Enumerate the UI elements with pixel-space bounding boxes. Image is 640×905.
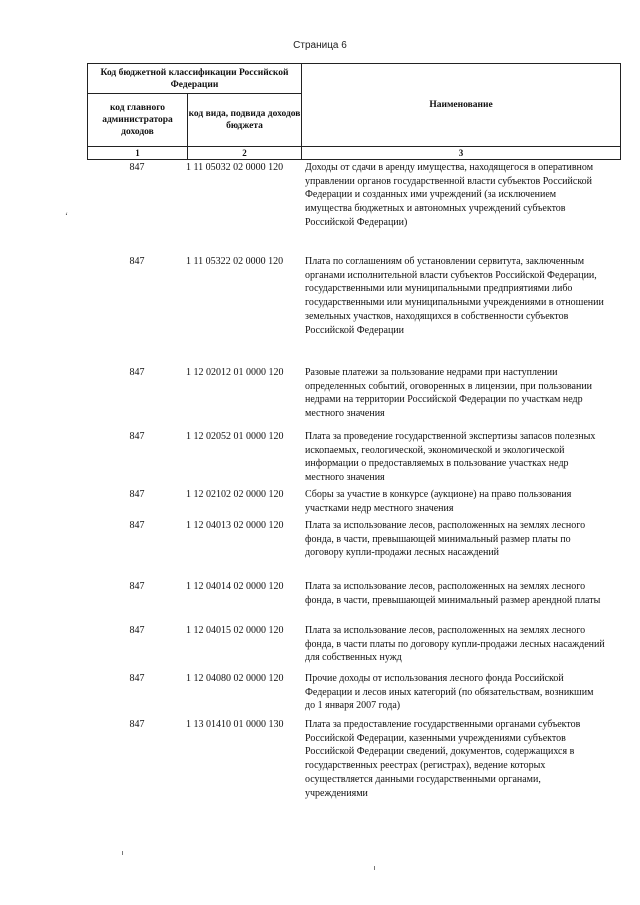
page-title: Страница 6 bbox=[293, 40, 347, 51]
income-code-cell: 1 12 02052 01 0000 120 bbox=[186, 431, 284, 442]
scan-speck: ‘ bbox=[65, 211, 68, 221]
admin-code-cell: 847 bbox=[129, 719, 145, 730]
header-budget-classification-code: Код бюджетной классификации Российской Федерации bbox=[87, 63, 302, 94]
name-cell: Плата за использование лесов, расположенных на землях лесного фонда, в части, превышающей минимальный размер платы по договору купли-продажи лесных насаждений bbox=[305, 520, 586, 559]
header-column-number-3: 3 bbox=[301, 146, 621, 160]
name-cell: Плата по соглашениям об установлении сервитута, заключенным органами исполнительной власти субъектов Российской Федерации, государственными или муниципальными предприятиями либо государственными или муниципальными учреждениями в отношении земельных участков, находящихся в собственности субъектов Российской Федерации bbox=[305, 256, 604, 336]
income-code-cell: 1 13 01410 01 0000 130 bbox=[186, 719, 284, 730]
admin-code-cell: 847 bbox=[129, 367, 145, 378]
header-column-number-1: 1 bbox=[87, 146, 188, 160]
admin-code-cell: 847 bbox=[129, 625, 145, 636]
header-name: Наименование bbox=[301, 63, 621, 147]
name-cell: Плата за проведение государственной экспертизы запасов полезных ископаемых, геологической, экономической и экологической информации о предоставляемых в пользование участках недр местного значения bbox=[305, 431, 596, 484]
header-admin-code: код главного администратора доходов bbox=[87, 93, 188, 147]
header-income-code: код вида, подвида доходов бюджета bbox=[187, 93, 302, 147]
scan-speck bbox=[122, 851, 123, 855]
admin-code-cell: 847 bbox=[129, 673, 145, 684]
admin-code-cell: 847 bbox=[129, 581, 145, 592]
admin-code-cell: 847 bbox=[129, 162, 145, 173]
income-code-cell: 1 12 04013 02 0000 120 bbox=[186, 520, 284, 531]
admin-code-cell: 847 bbox=[129, 520, 145, 531]
income-code-cell: 1 12 04015 02 0000 120 bbox=[186, 625, 284, 636]
admin-code-cell: 847 bbox=[129, 431, 145, 442]
income-code-cell: 1 12 04014 02 0000 120 bbox=[186, 581, 284, 592]
admin-code-cell: 847 bbox=[129, 256, 145, 267]
income-code-cell: 1 12 02012 01 0000 120 bbox=[186, 367, 284, 378]
header-column-number-2: 2 bbox=[187, 146, 302, 160]
name-cell: Плата за предоставление государственными органами субъектов Российской Федерации, казенными учреждениями субъектов Российской Федерации сведений, документов, содержащихся в государственных реестрах (регистрах), ведение которых осуществляется данными государственными органами, учреждениями bbox=[305, 719, 581, 799]
admin-code-cell: 847 bbox=[129, 489, 145, 500]
name-cell: Доходы от сдачи в аренду имущества, находящегося в оперативном управлении органов государственной власти субъектов Российской Федерации и созданных ими учреждений (за исключением имущества бюджетных и автономных учреждений субъектов Российской Федерации) bbox=[305, 162, 594, 228]
scan-speck bbox=[374, 866, 375, 870]
income-code-cell: 1 11 05032 02 0000 120 bbox=[186, 162, 284, 173]
name-cell: Плата за использование лесов, расположенных на землях лесного фонда, в части платы по договору купли-продажи лесных насаждений для собственных нужд bbox=[305, 625, 605, 664]
income-code-cell: 1 11 05322 02 0000 120 bbox=[186, 256, 284, 267]
name-cell: Плата за использование лесов, расположенных на землях лесного фонда, в части, превышающей минимальный размер арендной платы bbox=[305, 581, 601, 606]
name-cell: Прочие доходы от использования лесного фонда Российской Федерации и лесов иных категорий (по обязательствам, возникшим до 1 января 2007 года) bbox=[305, 673, 594, 712]
name-cell: Сборы за участие в конкурсе (аукционе) на право пользования участками недр местного значения bbox=[305, 489, 572, 514]
income-code-cell: 1 12 02102 02 0000 120 bbox=[186, 489, 284, 500]
income-code-cell: 1 12 04080 02 0000 120 bbox=[186, 673, 284, 684]
name-cell: Разовые платежи за пользование недрами при наступлении определенных событий, оговоренных в лицензии, при пользовании недрами на территории Российской Федерации по участкам недр местного значения bbox=[305, 367, 593, 420]
